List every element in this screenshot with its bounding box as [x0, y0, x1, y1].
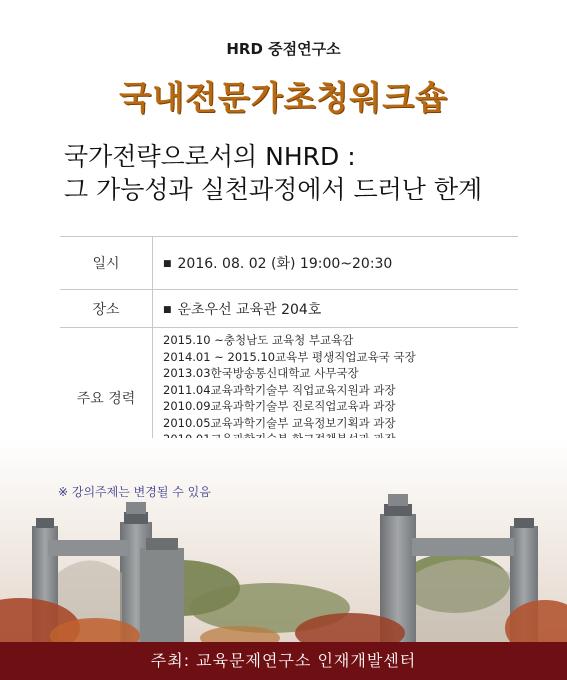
host-text: 주최: 교육문제연구소 인재개발센터 [150, 651, 417, 670]
campus-gate-photo [0, 438, 567, 643]
bullet-icon: ■ [163, 304, 172, 315]
info-table [60, 236, 518, 469]
career-item: 2013.03한국방송통신대학교 사무국장 [163, 366, 359, 380]
place-value: 운초우선 교육관 204호 [177, 301, 322, 318]
career-item: 2014.01 ~ 2015.10교육부 평생직업교육국 국장 [163, 349, 416, 364]
lecture-title [64, 140, 544, 206]
date-row [60, 237, 518, 290]
lecture-title-line-2: 그 가능성과 실천과정에서 드러난 한계 [64, 175, 483, 204]
date-value-cell [153, 237, 519, 290]
career-item: 2015.10 ~충청남도 교육청 부교육감 [163, 333, 354, 347]
place-label: 장소 [60, 290, 153, 328]
campus-gate-illustration [0, 438, 567, 643]
bullet-icon: ■ [163, 259, 172, 269]
headline: 국내전문가초청워크숍 [119, 78, 448, 117]
date-label: 일시 [60, 237, 153, 290]
career-label: 주요 경력 [60, 328, 153, 469]
career-item: 2010.05교육과학기술부 교육정보기획과 과장 [163, 415, 396, 430]
lecture-title-line-1: 국가전략으로서의 NHRD : [64, 142, 356, 171]
career-item: 2010.09교육과학기술부 진로직업교육과 과장 [163, 399, 396, 413]
organizer-title: HRD 중점연구소 [226, 40, 341, 58]
host-footer [0, 642, 567, 680]
place-row [60, 290, 518, 328]
topic-change-note: ※ 강의주제는 변경될 수 있음 [58, 485, 211, 499]
place-value-cell [153, 290, 519, 328]
career-item: 2011.04교육과학기술부 직업교육지원과 과장 [163, 382, 396, 397]
date-value: 2016. 08. 02 (화) 19:00~20:30 [177, 256, 393, 272]
